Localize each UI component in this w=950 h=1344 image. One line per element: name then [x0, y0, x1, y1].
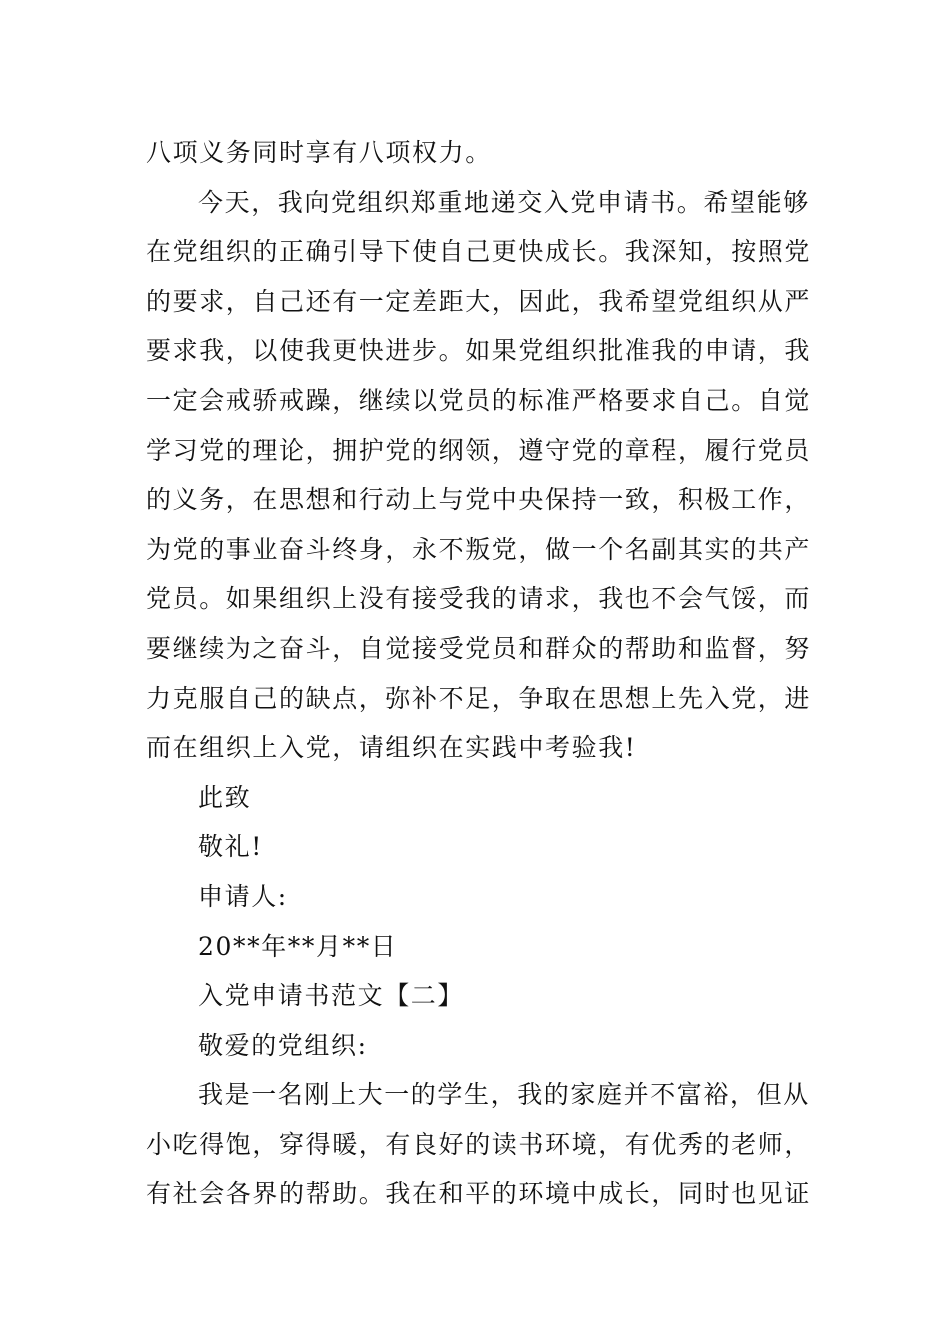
- text-line: 为党的事业奋斗终身，永不叛党，做一个名副其实的共产: [146, 534, 812, 564]
- text-line: 而在组织上入党，请组织在实践中考验我!: [146, 733, 637, 763]
- closing-salutation: 此致: [198, 782, 252, 812]
- letter-salutation: 敬爱的党组织:: [198, 1030, 368, 1060]
- text-line: 学习党的理论，拥护党的纲领，遵守党的章程，履行党员: [146, 435, 812, 465]
- text-line: 一定会戒骄戒躁，继续以党员的标准严格要求自己。自觉: [146, 385, 812, 415]
- text-line: 的义务，在思想和行动上与党中央保持一致，积极工作，: [146, 485, 812, 515]
- text-line: 八项义务同时享有八项权力。: [146, 138, 492, 167]
- text-line: 在党组织的正确引导下使自己更快成长。我深知，按照党: [146, 237, 812, 267]
- text-line: 要继续为之奋斗，自觉接受党员和群众的帮助和监督，努: [146, 633, 812, 663]
- paragraph-start-line: 今天，我向党组织郑重地递交入党申请书。希望能够: [198, 187, 810, 217]
- text-line: 力克服自己的缺点，弥补不足，争取在思想上先入党，进: [146, 683, 812, 713]
- date-line: 20**年**月**日: [198, 931, 398, 961]
- document-body: [146, 128, 812, 1219]
- text-line: 有社会各界的帮助。我在和平的环境中成长，同时也见证: [146, 1179, 812, 1209]
- closing-greeting: 敬礼!: [198, 832, 263, 862]
- section-title: 入党申请书范文【二】: [198, 981, 465, 1011]
- text-line: 的要求，自己还有一定差距大，因此，我希望党组织从严: [146, 286, 812, 316]
- applicant-label: 申请人:: [198, 881, 288, 911]
- text-line: 党员。如果组织上没有接受我的请求，我也不会气馁，而: [146, 584, 812, 614]
- paragraph-start-line: 我是一名刚上大一的学生，我的家庭并不富裕，但从: [198, 1080, 810, 1110]
- text-line: 要求我，以使我更快进步。如果党组织批准我的申请，我: [146, 336, 812, 366]
- text-line: 小吃得饱，穿得暖，有良好的读书环境，有优秀的老师，: [146, 1129, 812, 1159]
